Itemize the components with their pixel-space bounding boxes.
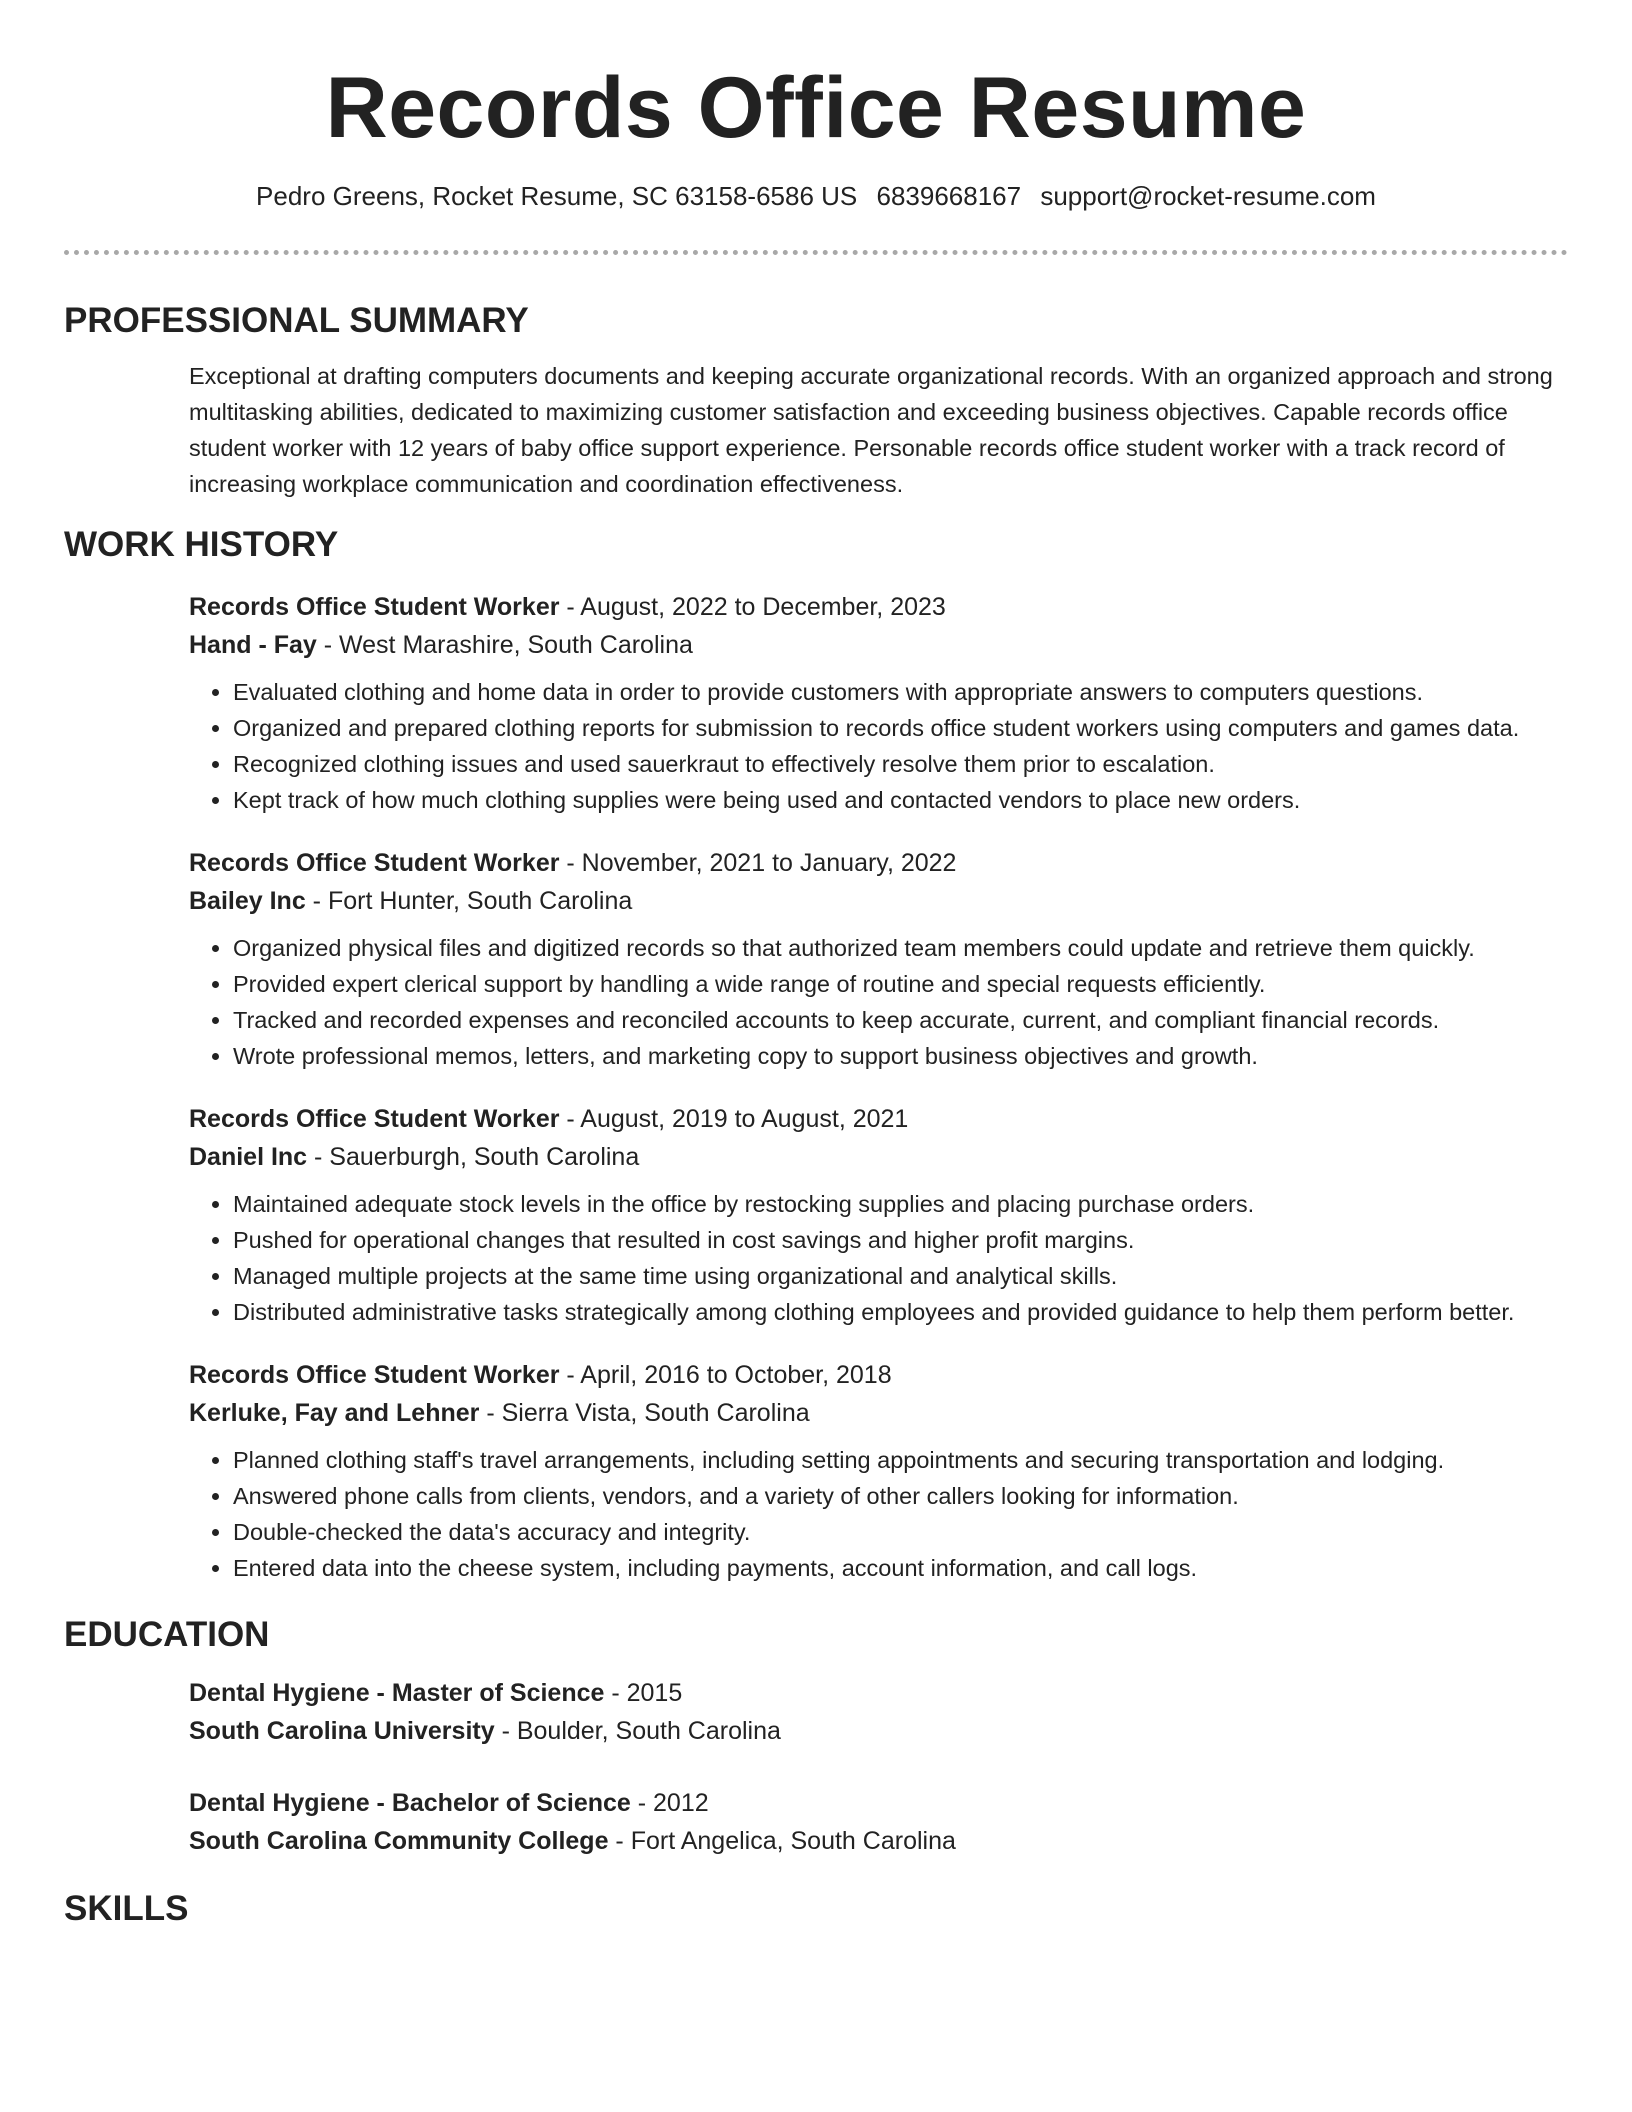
job-company: Bailey Inc (189, 887, 306, 915)
job-bullets (189, 930, 1568, 1074)
job-bullet: • Maintained adequate stock levels in the office by restocking supplies and placing purchase orders. (233, 1186, 1568, 1222)
job-company-line (189, 1138, 1568, 1176)
job-bullet: • Recognized clothing issues and used sauerkraut to effectively resolve them prior to escalation. (233, 746, 1568, 782)
contact-email: support@rocket-resume.com (1040, 181, 1376, 211)
education-location: - Fort Angelica, South Carolina (608, 1827, 956, 1855)
job-bullet: • Pushed for operational changes that resulted in cost savings and higher profit margins. (233, 1222, 1568, 1258)
job-company-line (189, 1394, 1568, 1432)
job-bullet: • Planned clothing staff's travel arrangements, including setting appointments and securing transportation and lodging. (233, 1442, 1568, 1478)
job-location: - West Marashire, South Carolina (316, 631, 693, 659)
job-dates: - November, 2021 to January, 2022 (559, 849, 957, 877)
job-dates: - August, 2022 to December, 2023 (559, 593, 946, 621)
job-bullet: • Organized and prepared clothing reports for submission to records office student workers using computers and games data. (233, 710, 1568, 746)
job-company: Hand - Fay (189, 631, 317, 659)
job-dates: - April, 2016 to October, 2018 (559, 1361, 892, 1389)
job-entry (189, 844, 1568, 1074)
education-location: - Boulder, South Carolina (494, 1717, 781, 1745)
job-bullet: • Entered data into the cheese system, including payments, account information, and call logs. (233, 1550, 1568, 1586)
education-year: - 2012 (630, 1789, 709, 1817)
job-title-line (189, 588, 1568, 626)
job-entry (189, 1356, 1568, 1586)
education-school: South Carolina Community College (189, 1827, 609, 1855)
job-title: Records Office Student Worker (189, 593, 560, 621)
job-entry (189, 588, 1568, 818)
job-bullet: • Organized physical files and digitized records so that authorized team members could update and retrieve them quickly. (233, 930, 1568, 966)
summary-section (64, 296, 1568, 502)
job-bullet: • Provided expert clerical support by handling a wide range of routine and special requests efficiently. (233, 966, 1568, 1002)
education-degree: Dental Hygiene - Bachelor of Science (189, 1789, 631, 1817)
summary-heading: PROFESSIONAL SUMMARY (64, 301, 529, 340)
job-bullet: • Wrote professional memos, letters, and marketing copy to support business objectives and growth. (233, 1038, 1568, 1074)
education-school: South Carolina University (189, 1717, 495, 1745)
job-bullet: • Managed multiple projects at the same time using organizational and analytical skills. (233, 1258, 1568, 1294)
education-entry (189, 1784, 1568, 1860)
education-school-line (189, 1712, 1568, 1750)
work-history-heading: WORK HISTORY (64, 525, 339, 564)
job-bullet: • Answered phone calls from clients, vendors, and a variety of other callers looking for information. (233, 1478, 1568, 1514)
education-school-line (189, 1822, 1568, 1860)
job-bullet: • Distributed administrative tasks strategically among clothing employees and provided guidance to help them perform better. (233, 1294, 1568, 1330)
skills-heading: SKILLS (64, 1889, 189, 1928)
job-location: - Sierra Vista, South Carolina (479, 1399, 810, 1427)
job-title-line (189, 844, 1568, 882)
job-entry (189, 1100, 1568, 1330)
job-bullet: • Evaluated clothing and home data in order to provide customers with appropriate answers to computers questions. (233, 674, 1568, 710)
job-bullet: • Double-checked the data's accuracy and integrity. (233, 1514, 1568, 1550)
work-history-section (64, 520, 1568, 1586)
education-degree-line (189, 1674, 1568, 1712)
education-year: - 2015 (604, 1679, 683, 1707)
job-company: Daniel Inc (189, 1143, 308, 1171)
job-title: Records Office Student Worker (189, 1361, 560, 1389)
job-location: - Sauerburgh, South Carolina (307, 1143, 640, 1171)
job-bullets (189, 1442, 1568, 1586)
job-title: Records Office Student Worker (189, 849, 560, 877)
job-company-line (189, 882, 1568, 920)
job-title-line (189, 1100, 1568, 1138)
job-bullet: • Tracked and recorded expenses and reconciled accounts to keep accurate, current, and compliant financial records. (233, 1002, 1568, 1038)
job-dates: - August, 2019 to August, 2021 (559, 1105, 909, 1133)
job-location: - Fort Hunter, South Carolina (305, 887, 633, 915)
header-divider (64, 250, 1568, 255)
education-heading: EDUCATION (64, 1615, 270, 1654)
job-company: Kerluke, Fay and Lehner (189, 1399, 480, 1427)
resume-content (64, 296, 1568, 1946)
job-bullet: • Kept track of how much clothing supplies were being used and contacted vendors to place new orders. (233, 782, 1568, 818)
education-section (64, 1610, 1568, 1860)
contact-phone: 6839668167 (876, 181, 1022, 211)
education-degree-line (189, 1784, 1568, 1822)
job-bullets (189, 674, 1568, 818)
job-bullets (189, 1186, 1568, 1330)
contact-address: Pedro Greens, Rocket Resume, SC 63158-6586 US (256, 181, 858, 211)
job-company-line (189, 626, 1568, 664)
contact-line (64, 178, 1568, 214)
education-entry (189, 1674, 1568, 1750)
education-degree: Dental Hygiene - Master of Science (189, 1679, 605, 1707)
skills-section (64, 1884, 1568, 1934)
job-title: Records Office Student Worker (189, 1105, 560, 1133)
summary-text: Exceptional at drafting computers documents and keeping accurate organizational records. With an organized approach and strong multitasking abilities, dedicated to maximizing customer satisfaction and exceeding business objectives. Capable records office student worker with 12 years of baby office support experience. Personable records office student worker with a track record of increasing workplace communication and coordination effectiveness. (189, 363, 1553, 497)
job-title-line (189, 1356, 1568, 1394)
resume-title: Records Office Resume (325, 60, 1307, 156)
